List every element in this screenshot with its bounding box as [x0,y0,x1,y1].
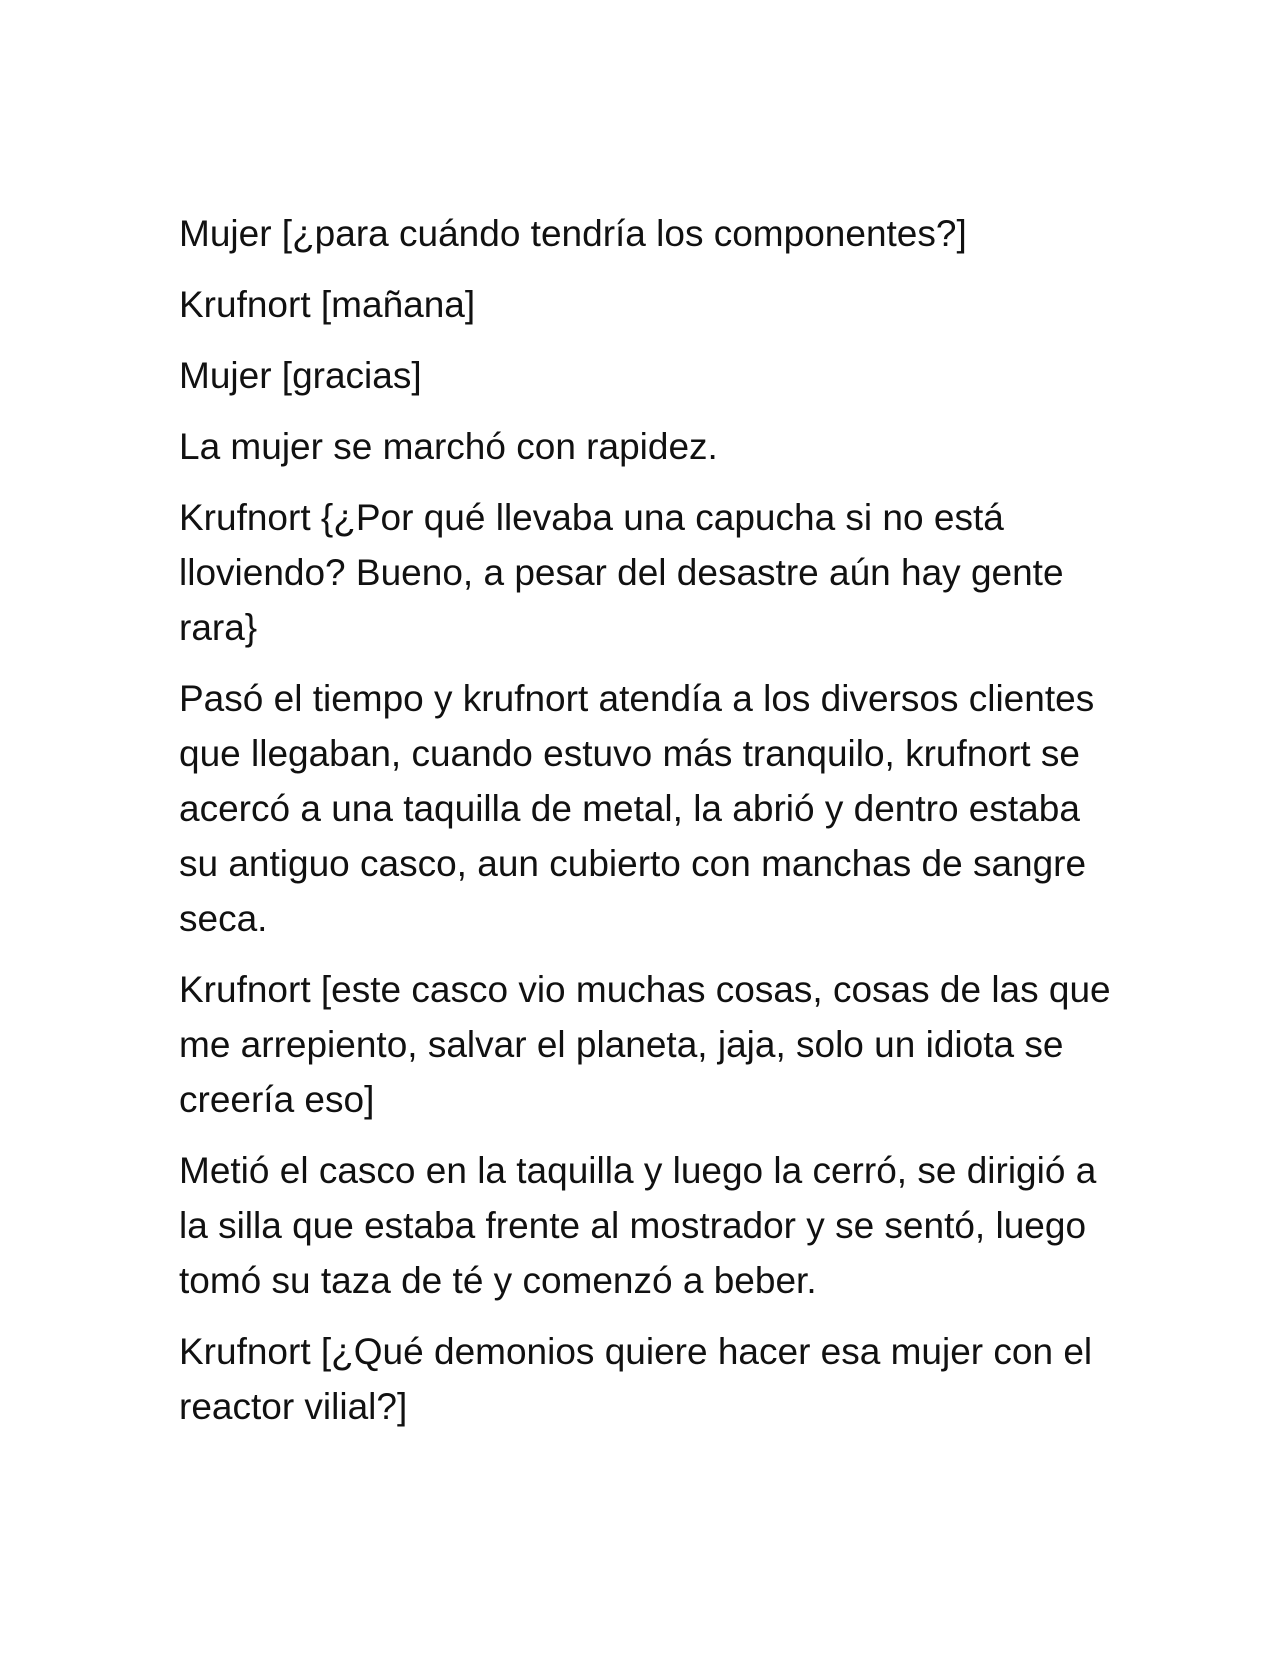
narration-paragraph: Pasó el tiempo y krufnort atendía a los diversos clientes que llegaban, cuando estuvo más tranquilo, krufnort se acercó a una taquilla de metal, la abrió y dentro estaba su antiguo casco, aun cubierto con manchas de sangre seca. [179,678,1095,939]
document-body [179,206,1114,1450]
dialogue-line: Krufnort [mañana] [179,284,476,325]
dialogue-line: Mujer [¿para cuándo tendría los componentes?] [179,213,967,254]
dialogue-line: Krufnort {¿Por qué llevaba una capucha si no está lloviendo? Bueno, a pesar del desastre aún hay gente rara} [179,497,1064,648]
narration-paragraph: Metió el casco en la taquilla y luego la cerró, se dirigió a la silla que estaba frente al mostrador y se sentó, luego tomó su taza de té y comenzó a beber. [179,1150,1097,1301]
dialogue-line: Mujer [gracias] [179,355,422,396]
narration-paragraph: La mujer se marchó con rapidez. [179,426,718,467]
dialogue-line: Krufnort [¿Qué demonios quiere hacer esa mujer con el reactor vilial?] [179,1331,1093,1427]
dialogue-line: Krufnort [este casco vio muchas cosas, cosas de las que me arrepiento, salvar el planeta, jaja, solo un idiota se creería eso] [179,969,1111,1120]
